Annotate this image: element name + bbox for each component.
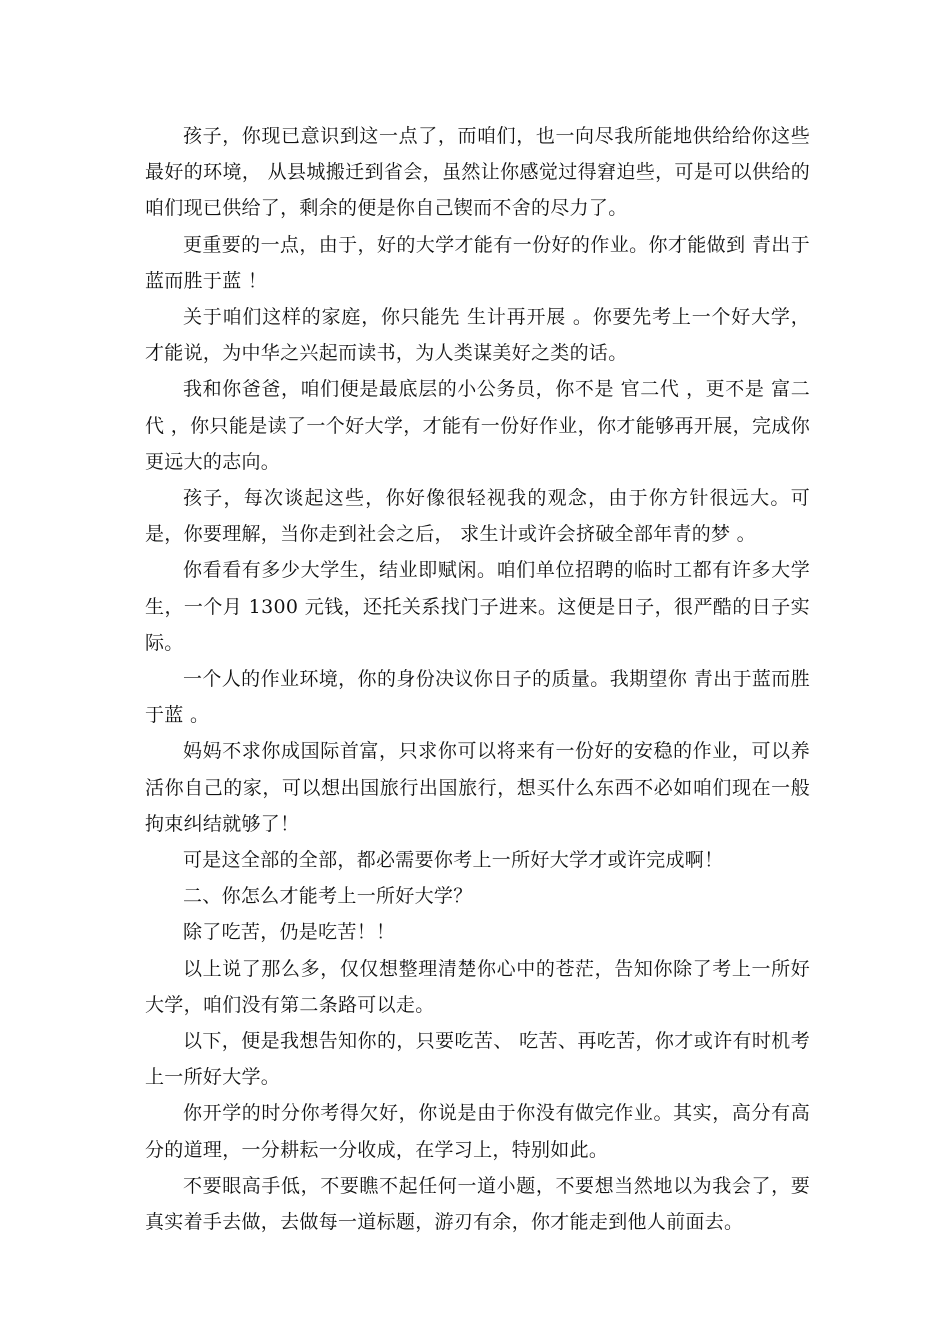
paragraph-7: 一个人的作业环境，你的身份决议你日子的质量。我期望你 青出于蓝而胜于蓝 。: [145, 668, 810, 727]
paragraph-13: 以下，便是我想告知你的，只要吃苦、 吃苦、再吃苦，你才或许有时机考上一所好大学。: [145, 1030, 810, 1089]
paragraph-5: 孩子，每次谈起这些，你好像很轻视我的观念，由于你方针很远大。可是，你要理解，当你走到社会之后， 求生计或许会挤破全部年青的梦 。: [145, 487, 810, 546]
paragraph-3: 关于咱们这样的家庭，你只能先 生计再开展 。你要先考上一个好大学，才能说，为中华之兴起而读书，为人类谋美好之类的话。: [145, 306, 810, 365]
paragraph-6: 你看看有多少大学生，结业即赋闲。咱们单位招聘的临时工都有许多大学生，一个月 1300 元钱，还托关系找门子进来。这便是日子，很严酷的日子实际。: [145, 559, 810, 654]
paragraph-1: 孩子，你现已意识到这一点了，而咱们，也一向尽我所能地供给给你这些最好的环境， 从县城搬迁到省会，虽然让你感觉过得窘迫些，可是可以供给的咱们现已供给了，剩余的便是你自己锲而不舍的尽力了。: [145, 125, 810, 220]
document-body: [145, 118, 810, 1240]
paragraph-14: 你开学的时分你考得欠好，你说是由于你没有做完作业。其实，高分有高分的道理，一分耕耘一分收成，在学习上，特别如此。: [145, 1102, 810, 1161]
section-heading: 二、你怎么才能考上一所好大学？: [183, 885, 473, 908]
paragraph-4: 我和你爸爸，咱们便是最底层的小公务员，你不是 官二代 ，更不是 富二代 ，你只能是读了一个好大学，才能有一份好作业，你才能够再开展，完成你更远大的志向。: [145, 378, 810, 473]
paragraph-8: 妈妈不求你成国际首富，只求你可以将来有一份好的安稳的作业，可以养活你自己的家，可以想出国旅行出国旅行，想买什么东西不必如咱们现在一般拘束纠结就够了！: [145, 740, 810, 835]
paragraph-15: 不要眼高手低，不要瞧不起任何一道小题，不要想当然地以为我会了，要真实着手去做，去做每一道标题，游刃有余，你才能走到他人前面去。: [145, 1174, 810, 1234]
paragraph-9: 可是这全部的全部，都必需要你考上一所好大学才或许完成啊！: [183, 849, 724, 872]
paragraph-11: 除了吃苦，仍是吃苦！！: [183, 921, 396, 944]
paragraph-12: 以上说了那么多，仅仅想整理清楚你心中的苍茫，告知你除了考上一所好大学，咱们没有第二条路可以走。: [145, 957, 810, 1016]
paragraph-2: 更重要的一点，由于，好的大学才能有一份好的作业。你才能做到 青出于蓝而胜于蓝 ！: [145, 233, 810, 292]
